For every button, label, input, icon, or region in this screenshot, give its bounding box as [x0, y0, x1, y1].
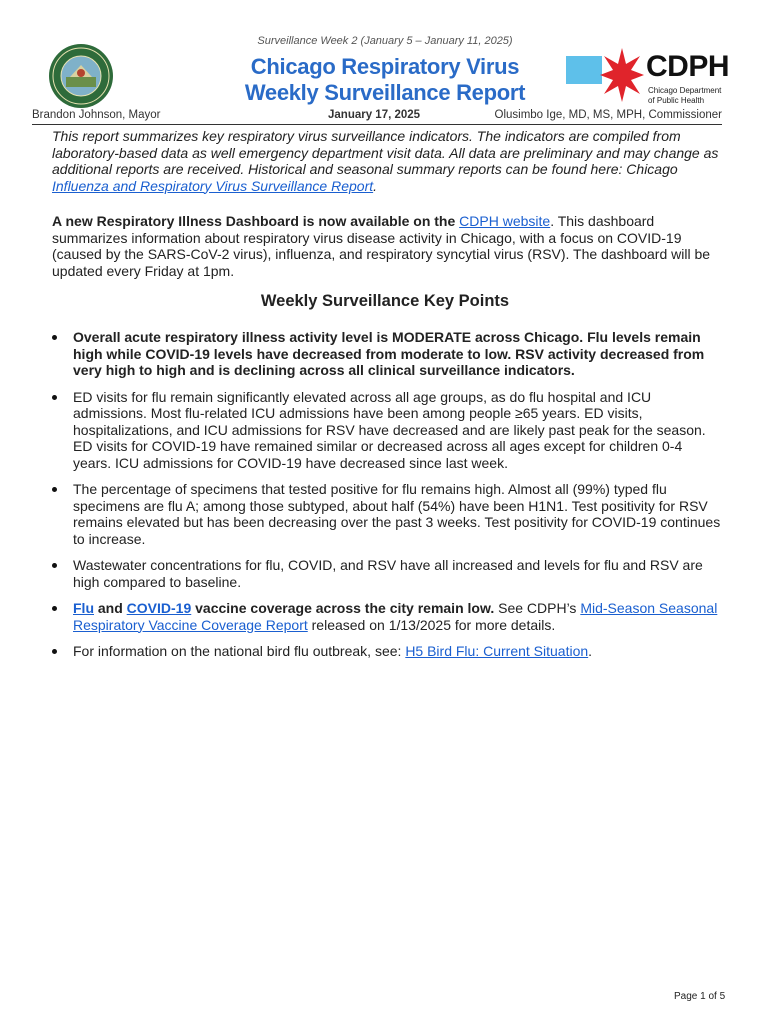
- logo-subtitle-line-2: of Public Health: [648, 96, 705, 105]
- intro-paragraph: [52, 128, 722, 194]
- bullet-icon: [52, 335, 57, 340]
- list-item: [52, 481, 724, 547]
- logo-blue-bar-icon: [566, 56, 602, 84]
- title-line-1: Chicago Respiratory Virus: [250, 54, 520, 79]
- h5-bird-flu-link[interactable]: H5 Bird Flu: Current Situation: [405, 643, 589, 659]
- surveillance-report-link[interactable]: Influenza and Respiratory Virus Surveillance Report: [52, 177, 374, 194]
- list-item: [52, 600, 724, 633]
- key-point-test-positivity: The percentage of specimens that tested positive for flu remains high. Almost all (99%) typed flu specimens are flu A; among those subtyped, about half (54%) have been H1N1. Test positivity for RSV remains elevated but has been decreasing over the past 3 weeks. Test positivity for COVID-19 continues to increase.: [73, 481, 721, 547]
- chicago-star-icon: [600, 46, 644, 104]
- bullet-icon: [52, 487, 57, 492]
- vaccine-and-text: and: [94, 600, 127, 616]
- report-title: [150, 54, 620, 106]
- city-of-chicago-seal-icon: [48, 43, 114, 109]
- vaccine-end-text: released on 1/13/2025 for more details.: [307, 616, 556, 633]
- logo-wordmark: CDPH: [646, 50, 730, 83]
- title-line-2: Weekly Surveillance Report: [244, 80, 526, 105]
- flu-vaccine-link[interactable]: Flu: [73, 600, 94, 616]
- vaccine-coverage-text: vaccine coverage across the city remain low.: [191, 600, 495, 616]
- bird-flu-text: For information on the national bird flu outbreak, see:: [73, 643, 406, 659]
- bullet-icon: [52, 563, 57, 568]
- logo-subtitle-line-1: Chicago Department: [648, 86, 722, 95]
- key-points-heading: Weekly Surveillance Key Points: [260, 292, 510, 310]
- dashboard-description: . This dashboard summarizes information about respiratory virus disease activity in Chicago, with a focus on COVID-19 (caused by the SARS-CoV-2 virus), influenza, and respiratory syncytial virus (RSV). The dashboard will be updated every Friday at 1pm.: [52, 213, 711, 279]
- dashboard-announcement: A new Respiratory Illness Dashboard is now available on the: [52, 213, 456, 229]
- cdph-website-link[interactable]: CDPH website: [459, 213, 551, 229]
- intro-text: This report summarizes key respiratory virus surveillance indicators. The indicators are compiled from laboratory-based data as well emergency department visit data. All data are preliminary and may change as additional reports are received. Historical and seasonal summary reports can be found here: Chicago: [52, 128, 719, 177]
- key-point-wastewater: Wastewater concentrations for flu, COVID, and RSV have all increased and levels for flu and RSV are high compared to baseline.: [73, 557, 703, 590]
- commissioner-name: Olusimbo Ige, MD, MS, MPH, Commissioner: [494, 109, 722, 121]
- bullet-icon: [52, 395, 57, 400]
- covid-vaccine-link[interactable]: COVID-19: [126, 600, 192, 616]
- bullet-icon: [52, 649, 57, 654]
- list-item: [52, 557, 724, 590]
- mayor-name: Brandon Johnson, Mayor: [32, 109, 161, 121]
- list-item: [52, 643, 724, 660]
- surveillance-week-line: Surveillance Week 2 (January 5 – January 11, 2025): [257, 35, 513, 47]
- bird-flu-end: .: [588, 643, 593, 659]
- key-point-activity-level: Overall acute respiratory illness activity level is MODERATE across Chicago. Flu levels remain high while COVID-19 levels have decreased from moderate to low. RSV activity decreased from very high to high and is declining across all clinical surveillance indicators.: [73, 329, 705, 378]
- report-date: January 17, 2025: [328, 109, 421, 121]
- list-item: [52, 329, 724, 379]
- logo-subtitle: [648, 86, 728, 106]
- key-points-list: [52, 329, 724, 670]
- vaccine-see-text: See CDPH’s: [494, 600, 581, 616]
- list-item: [52, 389, 724, 472]
- header-meta-row: [32, 108, 722, 125]
- dashboard-paragraph: [52, 213, 722, 279]
- intro-end: .: [373, 177, 378, 194]
- page-number: Page 1 of 5: [674, 991, 726, 1002]
- cdph-logo: [566, 46, 730, 108]
- vaccine-coverage-report-link[interactable]: Mid-Season Seasonal Respiratory Vaccine Coverage Report: [73, 600, 718, 633]
- key-point-ed-visits: ED visits for flu remain significantly elevated across all age groups, as do flu hospital and ICU admissions. Most flu-related ICU admissions have been among people ≥65 years. ED visits, hospitalizations, and ICU admissions for RSV have decreased and are likely past peak for the season. ED visits for COVID-19 have remained similar or decreased across all ages except for children 0-4 years. ICU admissions for COVID-19 have decreased since last week.: [73, 388, 706, 471]
- bullet-icon: [52, 606, 57, 611]
